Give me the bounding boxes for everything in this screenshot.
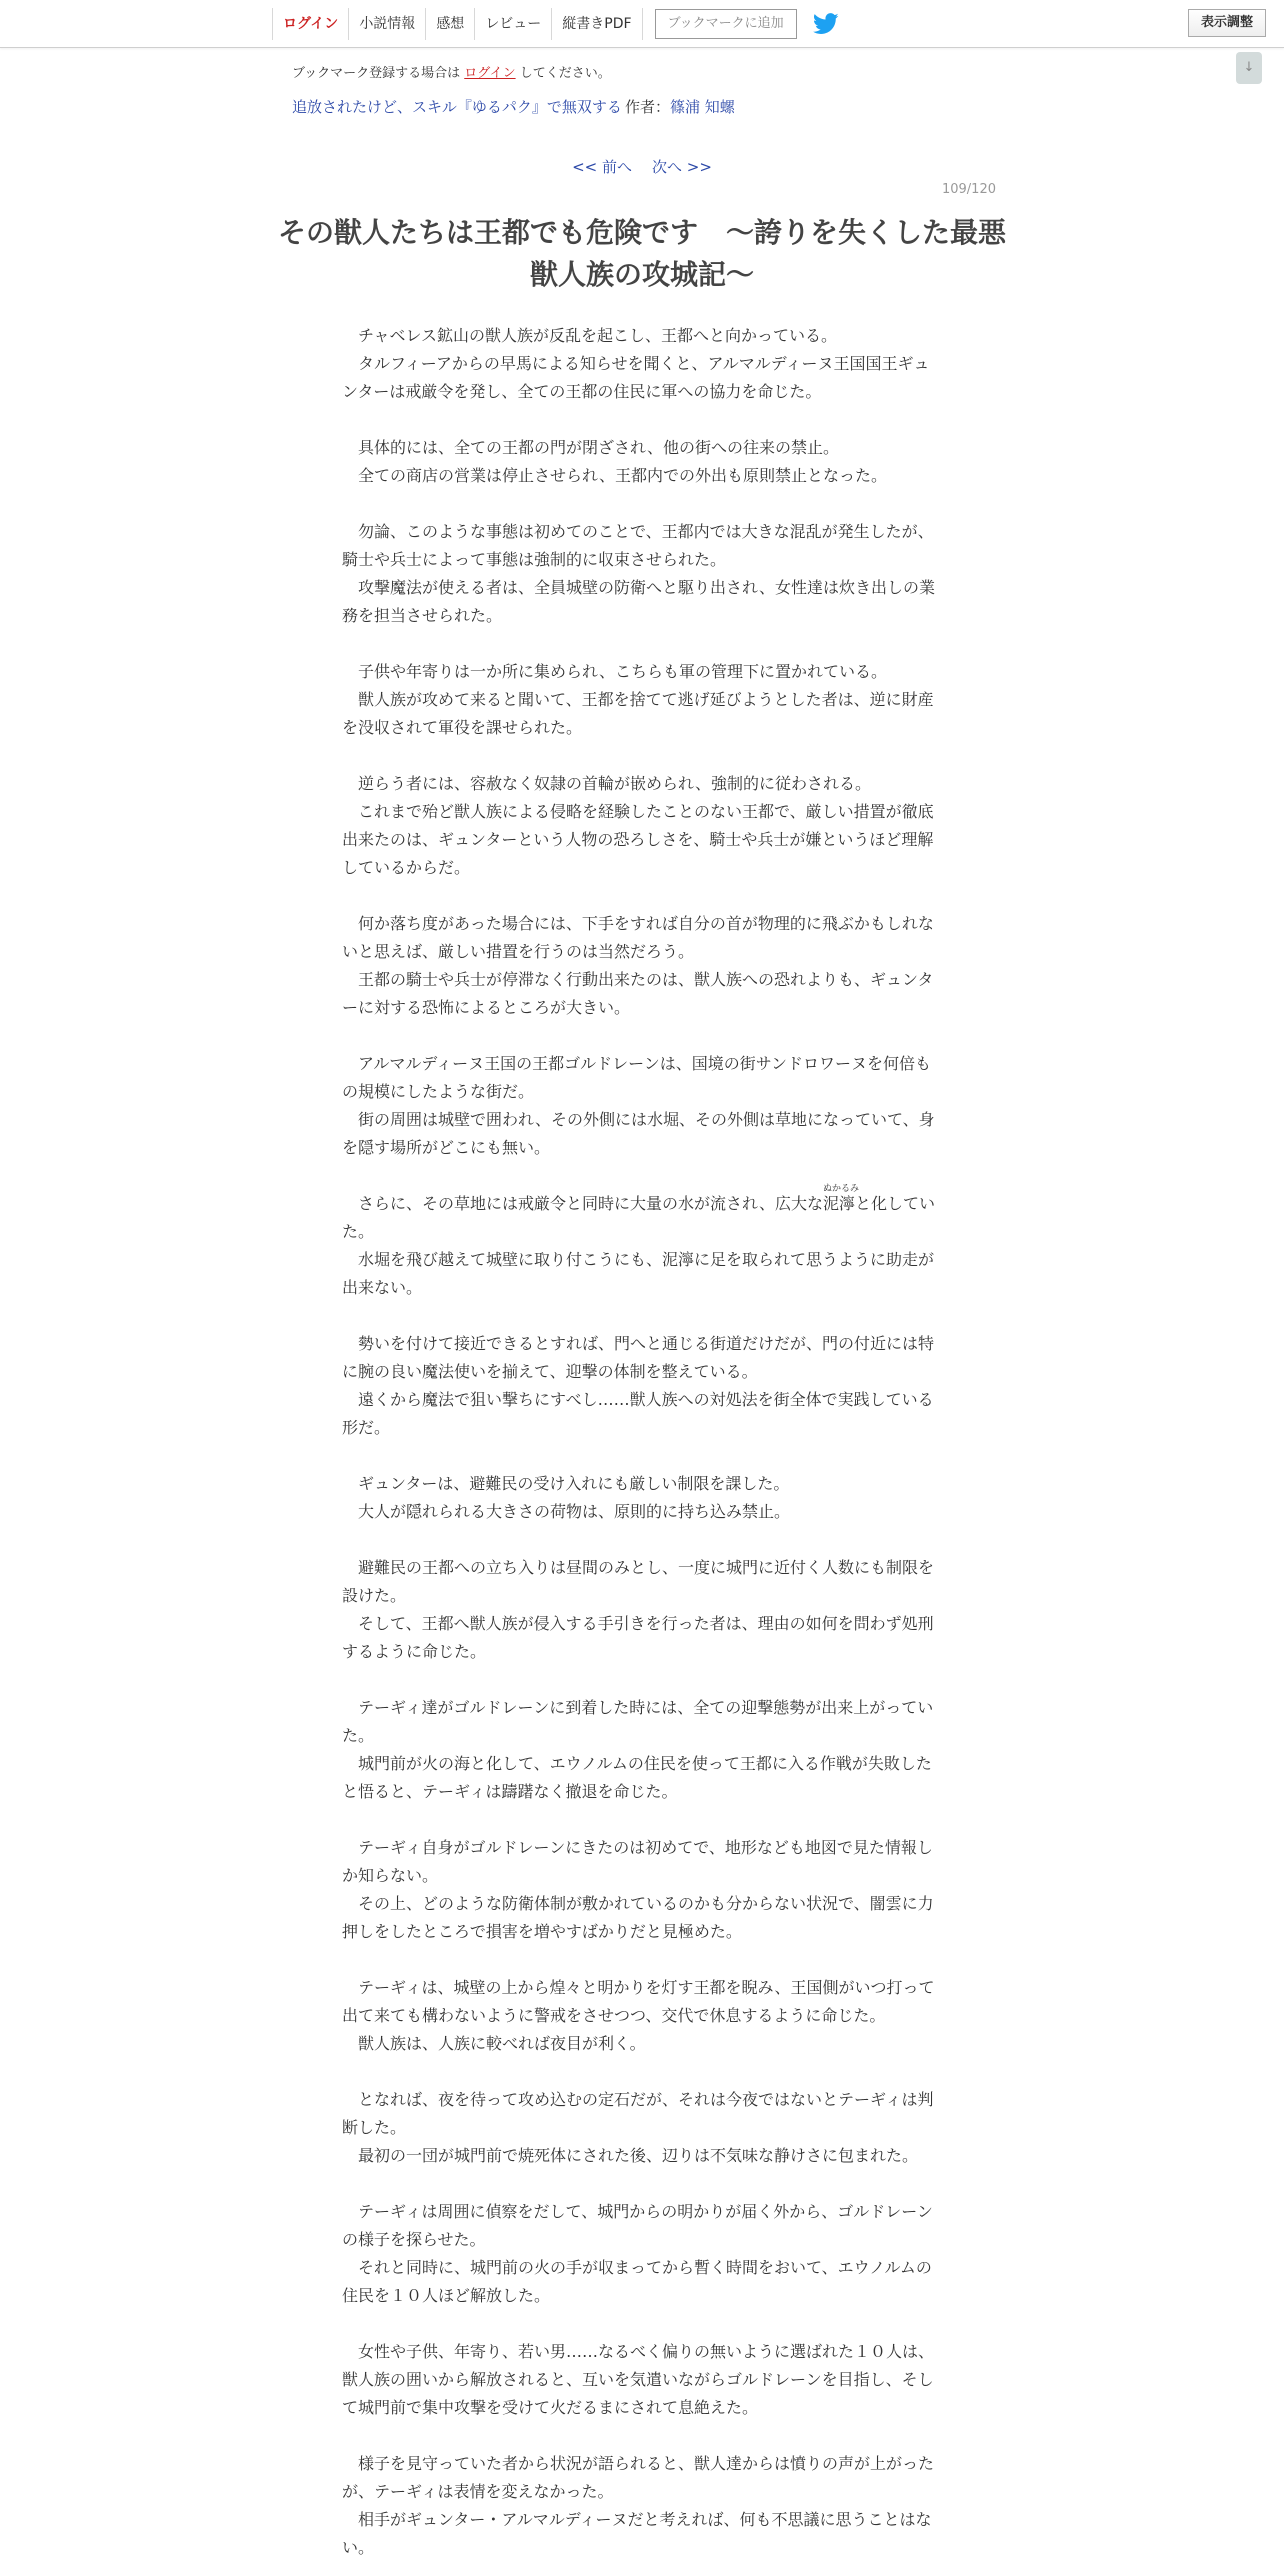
nav-review[interactable]: レビュー: [474, 8, 551, 40]
next-chapter-link[interactable]: 次へ >>: [652, 158, 712, 176]
body-paragraph: 王都の騎士や兵士が停滞なく行動出来たのは、獣人族への恐れよりも、ギュンターに対する恐怖によるところが大きい。: [342, 970, 934, 1017]
blank-line: [342, 1442, 942, 1470]
body-paragraph: そして、王都へ獣人族が侵入する手引きを行った者は、理由の如何を問わず処刑するように命じた。: [342, 1614, 934, 1661]
blank-line: [342, 2422, 942, 2450]
body-paragraph: 相手がギュンター・アルマルディーヌだと考えれば、何も不思議に思うことはない。: [342, 2510, 932, 2557]
blank-line: [342, 882, 942, 910]
body-paragraph: となれば、夜を待って攻め込むの定石だが、それは今夜ではないとテーギィは判断した。: [342, 2090, 934, 2137]
blank-line: [342, 2310, 942, 2338]
chapter-title: その獣人たちは王都でも危険です ～誇りを失くした最悪獣人族の攻城記～: [277, 216, 1006, 291]
display-settings-button[interactable]: 表示調整: [1188, 9, 1266, 37]
body-paragraph: 女性や子供、年寄り、若い男……なるべく偏りの無いように選ばれた１０人は、獣人族の囲いから解放されると、互いを気遣いながらゴルドレーンを目指し、そして城門前で集中攻撃を受けて火だるまにされて息絶えた。: [342, 2342, 935, 2417]
body-paragraph: アルマルディーヌ王国の王都ゴルドレーンは、国境の街サンドロワーヌを何倍もの規模にしたような街だ。: [342, 1054, 931, 1101]
body-paragraph: チャベレス鉱山の獣人族が反乱を起こし、王都へと向かっている。: [358, 326, 838, 345]
notice-before: ブックマーク登録する場合は: [292, 66, 461, 81]
blank-line: [342, 630, 942, 658]
body-paragraph: 大人が隠れられる大きさの荷物は、原則的に持ち込み禁止。: [358, 1502, 791, 1521]
blank-line: [342, 2058, 942, 2086]
body-paragraph: ギュンターは、避難民の受け入れにも厳しい制限を課した。: [358, 1474, 790, 1493]
chapter-count: 109/120: [941, 182, 996, 197]
blank-line: [342, 2170, 942, 2198]
body-paragraph: 獣人族は、人族に較べれば夜目が利く。: [358, 2034, 646, 2053]
body-paragraph: 水堀を飛び越えて城壁に取り付こうにも、泥濘に足を取られて思うように助走が出来ない。: [342, 1250, 935, 1297]
body-paragraph: 勿論、このような事態は初めてのことで、王都内では大きな混乱が発生したが、騎士や兵士によって事態は強制的に収束させられた。: [342, 522, 934, 569]
body-paragraph: それと同時に、城門前の火の手が収まってから暫く時間をおいて、エウノルムの住民を１０人ほど解放した。: [342, 2258, 932, 2305]
body-paragraph: 避難民の王都への立ち入りは昼間のみとし、一度に城門に近付く人数にも制限を設けた。: [342, 1558, 935, 1605]
blank-line: [342, 490, 942, 518]
blank-line: [342, 1302, 942, 1330]
body-paragraph: 子供や年寄りは一か所に集められ、こちらも軍の管理下に置かれている。: [358, 662, 887, 681]
top-header: [0, 0, 1284, 48]
body-paragraph: 攻撃魔法が使える者は、全員城壁の防衛へと駆り出され、女性達は炊き出しの業務を担当させられた。: [342, 578, 935, 625]
blank-line: [342, 406, 942, 434]
notice-after: してください。: [519, 66, 611, 81]
novel-title-link[interactable]: 追放されたけど、スキル『ゆるパク』で無双する: [292, 98, 622, 116]
twitter-bird-icon[interactable]: [813, 13, 839, 35]
blank-line: [342, 1806, 942, 1834]
blank-line: [342, 742, 942, 770]
author-link[interactable]: 篠浦 知螺: [670, 98, 735, 116]
body-paragraph: その上、どのような防衛体制が敷かれているのかも分からない状況で、闇雲に力押しをしたところで損害を増やすばかりだと見極めた。: [342, 1894, 934, 1941]
blank-line: [342, 1022, 942, 1050]
main-nav: [272, 8, 839, 40]
nav-novel-info[interactable]: 小説情報: [348, 8, 425, 40]
prev-chapter-link[interactable]: << 前へ: [572, 158, 632, 176]
notice-login-link[interactable]: ログイン: [464, 66, 516, 81]
body-paragraph: 何か落ち度があった場合には、下手をすれば自分の首が物理的に飛ぶかもしれないと思えば、厳しい措置を行うのは当然だろう。: [342, 914, 934, 961]
ruby-word: ぬかるみ 泥濘: [823, 1194, 855, 1213]
body-paragraph: 様子を見守っていた者から状況が語られると、獣人達からは憤りの声が上がったが、テーギィは表情を変えなかった。: [342, 2454, 935, 2501]
scroll-down-icon[interactable]: ↓: [1236, 52, 1262, 84]
body-paragraph: テーギィ自身がゴルドレーンにきたのは初めてで、地形なども地図で見た情報しか知らない。: [342, 1838, 933, 1885]
body-paragraph: 獣人族が攻めて来ると聞いて、王都を捨てて逃げ延びようとした者は、逆に財産を没収されて軍役を課せられた。: [342, 690, 934, 737]
author-info: [625, 96, 735, 117]
body-paragraph: 全ての商店の営業は停止させられ、王都内での外出も原則禁止となった。: [358, 466, 887, 485]
body-paragraph: 遠くから魔法で狙い撃ちにすべし……獣人族への対処法を街全体で実践している形だ。: [342, 1390, 934, 1437]
author-label: 作者：: [625, 98, 671, 116]
body-paragraph: さらに、その草地には戒厳令と同時に大量の水が流され、広大なぬかるみ 泥濘と化していた。: [342, 1190, 942, 1246]
blank-line: [342, 1526, 942, 1554]
blank-line: [342, 1666, 942, 1694]
bookmark-button[interactable]: ブックマークに追加: [655, 9, 797, 39]
body-paragraph: 最初の一団が城門前で焼死体にされた後、辺りは不気味な静けさに包まれた。: [358, 2146, 919, 2165]
body-paragraph: 逆らう者には、容赦なく奴隷の首輪が嵌められ、強制的に従わされる。: [358, 774, 871, 793]
login-notice: [292, 62, 611, 81]
body-paragraph: テーギィは、城壁の上から煌々と明かりを灯す王都を睨み、王国側がいつ打って出て来ても構わないように警戒をさせつつ、交代で休息するように命じた。: [342, 1978, 935, 2025]
nav-login[interactable]: ログイン: [272, 8, 348, 40]
body-paragraph: テーギィ達がゴルドレーンに到着した時には、全ての迎撃態勢が出来上がっていた。: [342, 1698, 934, 1745]
body-paragraph: 城門前が火の海と化して、エウノルムの住民を使って王都に入る作戦が失敗したと悟ると、テーギィは躊躇なく撤退を命じた。: [342, 1754, 932, 1801]
nav-impressions[interactable]: 感想: [425, 8, 474, 40]
body-paragraph: 街の周囲は城壁で囲われ、その外側には水堀、その外側は草地になっていて、身を隠す場所がどこにも無い。: [342, 1110, 935, 1157]
body-paragraph: 具体的には、全ての王都の門が閉ざされ、他の街への往来の禁止。: [358, 438, 839, 457]
body-paragraph: 勢いを付けて接近できるとすれば、門へと通じる街道だけだが、門の付近には特に腕の良い魔法使いを揃えて、迎撃の体制を整えている。: [342, 1334, 935, 1381]
blank-line: [342, 1946, 942, 1974]
chapter-pager: [0, 156, 1284, 177]
nav-vertical-pdf[interactable]: 縦書きPDF: [551, 8, 642, 40]
chapter-body: [342, 322, 942, 2562]
body-paragraph: これまで殆ど獣人族による侵略を経験したことのない王都で、厳しい措置が徹底出来たのは、ギュンターという人物の恐ろしさを、騎士や兵士が嫌というほど理解しているからだ。: [342, 802, 934, 877]
body-paragraph: タルフィーアからの早馬による知らせを聞くと、アルマルディーヌ王国国王ギュンターは戒厳令を発し、全ての王都の住民に軍への協力を命じた。: [342, 354, 930, 401]
body-paragraph: テーギィは周囲に偵察をだして、城門からの明かりが届く外から、ゴルドレーンの様子を探らせた。: [342, 2202, 933, 2249]
